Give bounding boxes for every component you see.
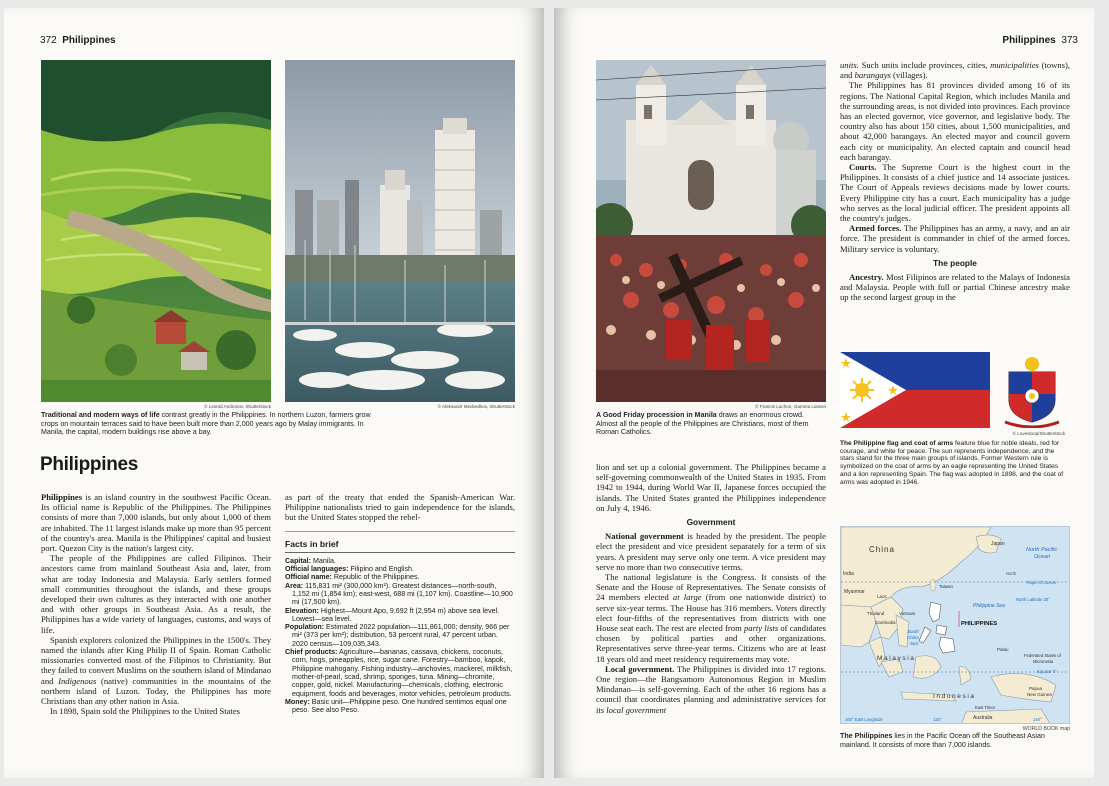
fact-label: Area:: [285, 581, 304, 590]
map-label-new-guinea: New Guinea: [1027, 692, 1052, 697]
map-label-india: India: [843, 571, 854, 577]
map-label-north: North: [1006, 571, 1017, 576]
lead-term: Philippines: [41, 492, 83, 502]
paragraph: [840, 272, 1070, 303]
map-caption: [840, 732, 1070, 749]
fact-text: 115,831 mi² (300,000 km²). Greatest distances—north-south, 1,152 mi (1,854 km); east-west, 688 mi (1,107 km). Coastline—10,900 mi (17,500 km).: [292, 581, 513, 607]
section-heading-people: The people: [933, 257, 977, 268]
italic-term: party lists: [743, 623, 779, 634]
right-page: [554, 8, 1094, 778]
map-label-malaysia: Malaysia: [877, 655, 916, 662]
china-land: [841, 527, 991, 607]
text-column-3: [596, 462, 826, 715]
photo-caption: [41, 411, 381, 437]
photo-credit: © Aleksandr Medvedkov, Shutterstock: [437, 404, 515, 409]
paragraph-text: Such units include provinces, cities,: [858, 60, 991, 70]
photo-caption: [596, 411, 826, 437]
map-label-australia: Australia: [973, 715, 993, 721]
photo-credit: © Lovesloop/Shutterstock: [1012, 431, 1065, 436]
fact-item: [285, 565, 515, 573]
fact-label: Chief products:: [285, 648, 338, 657]
rice-terraces-photo: [41, 60, 271, 402]
sun-icon: [1025, 357, 1039, 371]
caption-lead: The Philippines: [840, 732, 893, 740]
map-label-federated: Federated States of: [1024, 653, 1061, 658]
lead-term: Armed forces.: [849, 223, 902, 234]
photo-credit: © Leonid Andronov, Shutterstock: [204, 404, 271, 409]
paragraph-text: (towns), and: [840, 60, 1070, 81]
map-label-tropic: Tropic of Cancer: [1026, 580, 1057, 585]
flag-caption: [840, 440, 1066, 486]
map-label-sea: Sea: [910, 641, 919, 646]
paragraph: [41, 492, 271, 553]
fact-label: Capital:: [285, 556, 312, 565]
fact-label: Population:: [285, 623, 325, 632]
manila-skyline-photo: [285, 60, 515, 402]
map-label-ocean: Ocean: [1034, 554, 1051, 560]
italic-term: municipalities: [990, 60, 1039, 70]
fact-text: Highest—Mount Apo, 9,692 ft (2,954 m) above sea level. Lowest—sea level.: [292, 606, 500, 623]
paragraph-text: (native) communities in the mountains of the northern island of Luzon. Today, the Philippines has more Christians than any other nation in Asia.: [41, 675, 271, 707]
left-page: [4, 8, 544, 778]
map-label-equator: Equator 0°: [1037, 669, 1057, 674]
fact-item: [285, 582, 515, 607]
fact-text: Republic of the Philippines.: [331, 573, 420, 582]
paragraph-text: Most Filipinos are related to the Malays of Indonesia and Malaysia. People with full or partial Chinese ancestry make up the second largest group in the: [840, 272, 1070, 303]
fact-label: Official name:: [285, 573, 332, 582]
text-column-1: [41, 492, 271, 716]
caption-lead: The Philippine flag and coat of arms: [840, 440, 954, 447]
fact-label: Money:: [285, 697, 310, 706]
paragraph-text: of candidates chosen by political parties and other organizations. Representatives serve three-year terms. Citizens who are at least 18 years old and meet residency requirements may vote.: [596, 623, 827, 664]
running-head: Philippines: [62, 35, 116, 46]
coat-of-arms-image: [999, 352, 1065, 428]
lead-term: Local government.: [605, 663, 675, 674]
paragraph: [596, 531, 826, 572]
fact-label: Elevation:: [285, 606, 319, 615]
fact-text: Manila.: [311, 556, 336, 565]
paragraph: as part of the treaty that ended the Spanish-American War. Philippine nationalists tried to gain independence for the islands, but the United States stopped the rebel-: [285, 492, 515, 523]
paragraph-text: Spanish explorers colonized the Philippines in the 1500's. They named the islands after King Philip II of Spain. Roman Catholic missionaries converted most of the Filipinos to Christianity. But they failed to convert Muslims on the southern island of Mindanao and: [41, 634, 271, 686]
fact-item: [285, 698, 515, 715]
running-head: Philippines: [1002, 35, 1056, 46]
procession-photo: [596, 60, 826, 402]
paragraph-text: (villages).: [890, 70, 928, 81]
fact-label: Official languages:: [285, 565, 349, 574]
paragraph-text: The Philippines has an army, a navy, and an air force. The president is commander in chief of the armed forces. Military service is voluntary.: [840, 223, 1070, 254]
paragraph: [840, 223, 1070, 254]
map-label-north-pacific: North Pacific: [1026, 547, 1058, 553]
italic-term: barangays: [854, 70, 891, 81]
map-label-philippine-sea: Philippine Sea: [973, 603, 1005, 609]
fact-text: Estimated 2022 population—111,861,000; density, 966 per mi² (373 per km²); distribution, 53 percent rural, 47 percent urban. 2020 census—109,035,343.: [292, 623, 510, 648]
map-label-japan: Japan: [991, 541, 1005, 547]
facts-list: [285, 557, 515, 715]
facts-heading: Facts in brief: [285, 531, 515, 553]
map-label-lon140: 140°: [1033, 717, 1042, 722]
map-label-taiwan: Taiwan: [939, 584, 954, 589]
paragraph-text: is headed by the president. The people elect the president and vice president separately for a term of six years. A president may serve only one term. A vice president may serve no more than two consecutive terms.: [596, 531, 826, 572]
paragraph-text: The Philippines is divided into 17 regions. One region—the Bangsamoro Autonomous Region in Muslim Mindanao—is self-governing. Each of the other 16 regions has a council that coordinates planning and administrative services for its: [596, 663, 826, 715]
fact-item: [285, 607, 515, 624]
paragraph: [840, 162, 1070, 223]
photo-credit: © Francis Luchon, Gamma Liaison: [755, 404, 826, 409]
lead-term: Ancestry.: [849, 272, 884, 283]
left-folio: [40, 35, 116, 46]
right-folio: [1002, 35, 1078, 46]
map-label-east-longitude: 100° East Longitude: [845, 717, 883, 722]
map-label-myanmar: Myanmar: [844, 589, 865, 595]
map-label-china-sea1: China: [907, 635, 919, 640]
page-number: 373: [1061, 35, 1078, 46]
paragraph-text: The Supreme Court is the highest court in the Philippines. It consists of a chief justice and 14 associate justices. The Court of Appeals reviews decisions made by lower courts. Every Philippine city has a court. Each municipality has a judge who serves as the local judicial officer. The president appoints all the country's judges.: [840, 162, 1070, 224]
fact-text: Agriculture—bananas, cassava, chickens, coconuts, corn, hogs, pineapples, rice, sugar cane. Forestry—bamboo, kapok, Philippine mahogany. Fishing industry—anchovies, mackerel, milkfish, mother-of-pearl, scad, shrimp, sponges, tuna. Mining—chromite, copper, gold, nickel. Manufacturing—chemicals, clothing, electronic equipment, foods and beverages, motor vehicles, petroleum products.: [292, 648, 513, 698]
page-number: 372: [40, 35, 57, 46]
paragraph: [596, 664, 826, 715]
caption-lead: Traditional and modern ways of life: [41, 411, 160, 419]
article-title: Philippines: [40, 454, 139, 475]
map-label-thailand: Thailand: [867, 611, 885, 616]
italic-term: Indigenous: [58, 675, 97, 686]
map-label-lon120: 120°: [933, 717, 942, 722]
philippines-islands: [919, 602, 955, 653]
map-label-china: China: [869, 545, 895, 554]
caption-text: contrast greatly in the Philippines. In northern Luzon, farmers grow crops on mountain terraces said to have been built more than 2,000 years ago by Malay immigrants. In Manila, the capital, modern buildings rise above a bay.: [41, 411, 371, 437]
map-label-south: South: [907, 629, 919, 634]
caption-lead: A Good Friday procession in Manila: [596, 411, 717, 419]
text-column-4: [840, 60, 1070, 303]
philippines-location-map: [840, 526, 1070, 724]
taiwan-land: [930, 579, 936, 591]
philippine-flag-image: [840, 352, 990, 428]
map-label-indonesia: Indonesia: [933, 693, 976, 700]
map-label-north-latitude: North Latitude 20°: [1016, 597, 1050, 602]
map-label-micronesia: Micronesia: [1033, 659, 1054, 664]
fact-text: Filipino and English.: [348, 565, 414, 574]
map-label-east-timor: East Timor: [975, 705, 996, 710]
fact-item: [285, 573, 515, 581]
map-label-palau: Palau: [997, 647, 1009, 652]
paragraph: [596, 572, 826, 664]
italic-term: local government: [606, 704, 667, 715]
paragraph-text: is an island country in the southwest Pacific Ocean. Its official name is Republic of the Philippines. The Philippines consists of more than 7,000 islands, but only about 1,000 of them are inhabited. The 11 largest islands make up more than 95 percent of the country's area. Manila is the Philippines' capital and busiest port. Quezon City is the nation's largest city.: [41, 492, 271, 554]
caption-text: lies in the Pacific Ocean off the Southeast Asian mainland. It consists of more than 7,000 islands.: [840, 732, 1045, 749]
paragraph: lion and set up a colonial government. The Philippines became a self-governing commonwealth of the United States in 1935. From 1942 to 1944, during World War II, Japanese forces occupied the islands. The United States granted the Philippines independence on July 4, 1946.: [596, 462, 826, 513]
section-heading-government: Government: [686, 517, 736, 528]
lead-term: Courts.: [849, 162, 877, 173]
map-label-cambodia: Cambodia: [875, 620, 896, 625]
map-label-philippines: PHILIPPINES: [961, 621, 998, 627]
caption-text: draws an enormous crowd. Almost all the people of the Philippines are Christians, most of them Roman Catholics.: [596, 411, 809, 437]
paragraph: The people of the Philippines are called Filipinos. Their ancestors came from mainland Southeast Asia and, later, from what are today Indonesia and Malaysia. Early settlers formed small communities throughout the islands, and these groups developed their own cultures as they interacted with one another and with other groups in Southeast Asia. As a result, the Philippines has a wide variety of languages, customs, and ways of life.: [41, 553, 271, 635]
caption-text: feature blue for noble ideals, red for courage, and white for peace. The sun represents independence, and the stars stand for the three main groups of islands. Former Western rule is symbolized on the coat of arms by an eagle representing the United States and a lion representing Spain. The flag was adopted in 1898, and the coat of arms was adopted in 1946.: [840, 440, 1064, 486]
paragraph: In 1898, Spain sold the Philippines to the United States: [50, 706, 241, 717]
sun-icon: [850, 378, 874, 402]
italic-term: at large: [672, 592, 702, 603]
map-source: WORLD BOOK map: [1022, 726, 1070, 732]
paragraph: The Philippines has 81 provinces divided among 16 of its regions. The National Capital Region, which includes Manila and the surrounding areas, is not divided into provinces. Each province has an elected governor, vice governor, and legislative body. The country also has about 150 cities, about 1,500 municipalities, and about 42,000 barangays. An elected mayor and council govern each city or municipality. An elected captain and council head each barangay.: [840, 80, 1070, 162]
map-label-papua: Papua: [1029, 686, 1043, 691]
paragraph-text: (from one nationwide district) to serve six-year terms. The House has 316 members. Voters directly elect four-fifths of the representatives from districts with one House seat each. The rest are elected from: [596, 592, 826, 634]
paragraph: [41, 635, 271, 706]
fact-item: [285, 623, 515, 648]
map-label-laos: Laos: [877, 594, 887, 599]
paragraph-text: The national legislature is the Congress. It consists of the Senate and the House of Representatives. The Senate consists of 24 members elected: [596, 572, 826, 603]
fact-text: Basic unit—Philippine peso. One hundred sentimos equal one peso. See also Peso.: [292, 697, 507, 715]
map-label-vietnam: Vietnam: [899, 611, 916, 616]
lead-term: National government: [605, 531, 684, 542]
paragraph: [840, 60, 1070, 80]
fact-item: [285, 648, 515, 698]
italic-term: units.: [840, 60, 859, 70]
fact-item: [285, 557, 515, 565]
text-column-2: [285, 492, 515, 714]
